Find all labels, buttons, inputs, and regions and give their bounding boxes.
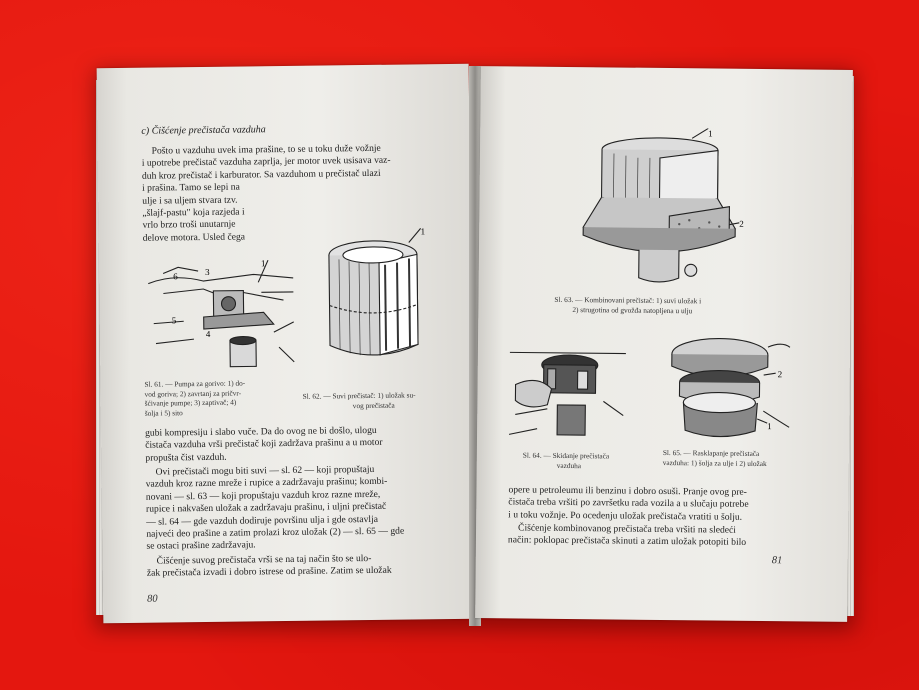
page-number: 80 [147,593,158,605]
caption-line: vod goriva; 2) zavrtanj za pričvr- [144,388,242,399]
caption-line: 2) strugotina od gvožđa natopljena u ulju [572,304,693,315]
text-line: žak prečistača izvadi i dobro istrese od prašine. Zatim se uložak [146,565,392,580]
caption-line: šćivanje pumpe; 3) zaptivač; 4) [144,397,237,408]
text-line: Pošto u vazduhu uvek ima prašine, to se u toku duže vožnje [151,142,381,157]
text-line: i prašina. Tamo se lepi na [142,181,240,194]
section-heading: c) Čišćenje prečistača vazduha [141,124,266,137]
caption-line: vazduha [556,460,582,470]
caption-line: Sl. 61. — Pumpa za gorivo: 1) do- [144,378,246,389]
fuel-pump-illustration [143,252,302,374]
caption-line: Sl. 63. — Kombinovani prečistač: 1) suvi uložak i [554,294,702,306]
caption-line: Sl. 62. — Suvi prečistač: 1) uložak su- [302,390,416,401]
filter-disassembly-illustration [663,330,792,443]
text-line: se ostaci prašine zadržavaju. [146,539,256,553]
text-line: Ovi prečistači mogu biti suvi — sl. 62 — koji propuštaju [155,463,375,478]
text-line: ulje i sa uljem stvara tzv. [142,194,238,207]
fig65-caption [663,448,813,469]
caption-line: Sl. 64. — Skidanje prečistača [522,450,610,461]
text-line: način: poklopac prečistača skinuti a zatim uložak potopiti bilo [507,534,747,549]
text-line: najveći deo prašine a zatim prolazi kroz uložak (2) — sl. 65 — gde [146,525,405,540]
label-1: 1 [260,258,266,269]
text-line: čistača vazduha vrši prečistač koji zadržava prašinu a u motor [145,437,383,452]
text-line: gubi kompresiju i slabo vuče. Da do ovog ne bi došlo, ulogu [145,424,377,439]
left-paragraph-3 [145,463,466,554]
label-6: 6 [173,271,178,282]
caption-line: vog prečistača [352,400,395,410]
text-line: novani — sl. 63 — koji propuštaju vazduh kroz razne mreže, [145,488,381,503]
text-line: „šlajf-pastu" koja razjeda i [142,206,245,219]
fig62-caption [303,390,453,411]
text-line: propušta čist vazduh. [145,451,227,464]
label-1: 1 [708,128,713,139]
label-4: 4 [205,328,211,339]
left-page [97,64,476,624]
text-line: i u toku vožnje. Po ocedenju uložak prečistača vratiti u šolju. [508,509,743,523]
text-line: opere u petroleumu ili benzinu i dobro osuši. Pranje ovog pre- [508,484,747,498]
label-1: 1 [767,421,772,432]
right-paragraph-2 [508,522,828,550]
caption-line: Sl. 65. — Rasklapanje prečistača [662,447,760,459]
text-line: Čišćenje suvog prečistača vrši se na taj način što se ulo- [156,552,372,567]
right-page [475,66,853,622]
fig61-caption [144,378,294,418]
fig63-caption [554,295,784,316]
text-line: Čišćenje kombinovanog prečistača treba vršiti na sledeći [518,522,737,536]
text-line: delove motora. Usled čega [142,231,246,244]
page-number: 81 [771,555,783,567]
label-1: 1 [420,226,426,237]
text-line: vazduh kroz razne mreže i rupice a zadržavaju prašinu; kombi- [145,476,388,491]
text-line: rupice i nakvašen uložak a zadržavaju prašinu, i uljni prečistač [145,501,387,515]
combined-air-filter-illustration [579,127,751,289]
text-line: i upotrebe prečistač vazduha zaprlja, jer motor uvek usisava vaz- [141,155,391,170]
caption-line: vazduha: 1) šolja za ulje i 2) uložak [662,457,767,468]
dry-air-filter-illustration [321,224,439,375]
text-line: čistača treba vršiti po završetku rada vozila a u slučaju potrebe [508,496,749,511]
text-line: — sl. 64 — gde vazduh dodiruje površinu ulja i gde ostavlja [146,513,379,528]
left-paragraph-2 [145,424,465,465]
caption-line: šolja i 5) sito [144,407,183,418]
text-line: duh kroz prečistač i karburator. Sa vazduhom u prečistač ulazi [141,167,381,182]
fig64-caption [523,451,663,471]
left-paragraph-4 [147,552,467,581]
label-2: 2 [739,218,744,229]
label-5: 5 [171,315,177,326]
text-line: vrlo brzo troši unutarnje [142,219,236,232]
label-2: 2 [777,369,783,380]
right-paragraph-1 [508,484,828,525]
label-3: 3 [205,266,210,277]
filter-removal-illustration [507,344,628,441]
